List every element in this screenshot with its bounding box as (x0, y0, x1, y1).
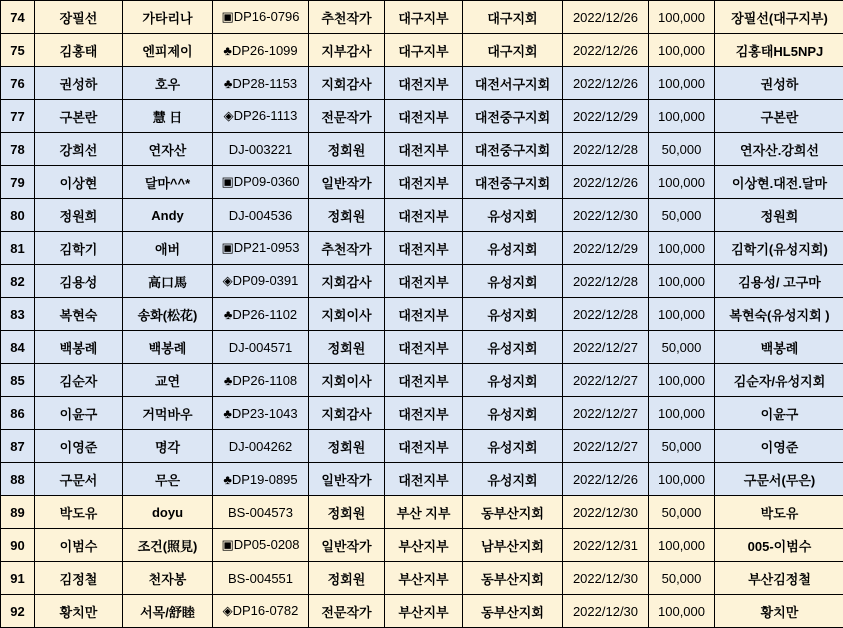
table-row[interactable] (1, 397, 843, 430)
cell-role[interactable]: 정회원 (309, 496, 385, 529)
cell-date[interactable]: 2022/12/27 (563, 430, 649, 463)
cell-branch[interactable]: 대전지부 (385, 166, 463, 199)
cell-code[interactable]: DJ-004262 (213, 430, 309, 463)
cell-role[interactable]: 정회원 (309, 331, 385, 364)
cell-name[interactable]: 김학기 (35, 232, 123, 265)
cell-date[interactable]: 2022/12/28 (563, 298, 649, 331)
cell-office[interactable]: 유성지회 (463, 199, 563, 232)
cell-branch[interactable]: 대구지부 (385, 1, 463, 34)
cell-code[interactable]: ♣DP23-1043 (213, 397, 309, 430)
cell-nickname[interactable]: 조건(照見) (123, 529, 213, 562)
cell-amount[interactable]: 50,000 (649, 331, 715, 364)
table-row[interactable] (1, 199, 843, 232)
cell-role[interactable]: 지회감사 (309, 397, 385, 430)
cell-code[interactable]: DJ-003221 (213, 133, 309, 166)
cell-date[interactable]: 2022/12/29 (563, 232, 649, 265)
cell-name[interactable]: 구본란 (35, 100, 123, 133)
cell-amount[interactable]: 100,000 (649, 100, 715, 133)
cell-role[interactable]: 지회이사 (309, 364, 385, 397)
table-row[interactable] (1, 166, 843, 199)
cell-memo[interactable]: 황치만 (715, 595, 843, 628)
cell-office[interactable]: 동부산지회 (463, 595, 563, 628)
cell-amount[interactable]: 100,000 (649, 1, 715, 34)
table-row[interactable] (1, 232, 843, 265)
cell-no[interactable]: 88 (1, 463, 35, 496)
cell-no[interactable]: 76 (1, 67, 35, 100)
cell-branch[interactable]: 부산 지부 (385, 496, 463, 529)
cell-code[interactable]: BS-004551 (213, 562, 309, 595)
table-row[interactable] (1, 430, 843, 463)
cell-memo[interactable]: 이상현.대전.달마 (715, 166, 843, 199)
cell-date[interactable]: 2022/12/26 (563, 463, 649, 496)
cell-date[interactable]: 2022/12/30 (563, 199, 649, 232)
table-body (1, 1, 843, 628)
cell-branch[interactable]: 대전지부 (385, 199, 463, 232)
cell-branch[interactable]: 대전지부 (385, 298, 463, 331)
cell-memo[interactable]: 권성하 (715, 67, 843, 100)
cell-name[interactable]: 정원희 (35, 199, 123, 232)
cell-memo[interactable]: 구본란 (715, 100, 843, 133)
cell-memo[interactable]: 정원희 (715, 199, 843, 232)
cell-code[interactable]: ♣DP26-1108 (213, 364, 309, 397)
cell-amount[interactable]: 50,000 (649, 430, 715, 463)
table-row[interactable] (1, 331, 843, 364)
cell-no[interactable]: 81 (1, 232, 35, 265)
cell-memo[interactable]: 김용성/ 고구마 (715, 265, 843, 298)
cell-name[interactable]: 김순자 (35, 364, 123, 397)
cell-name[interactable]: 이범수 (35, 529, 123, 562)
cell-name[interactable]: 이영준 (35, 430, 123, 463)
cell-office[interactable]: 대전서구지회 (463, 67, 563, 100)
cell-branch[interactable]: 대구지부 (385, 34, 463, 67)
cell-memo[interactable]: 연자산.강희선 (715, 133, 843, 166)
cell-branch[interactable]: 대전지부 (385, 100, 463, 133)
cell-amount[interactable]: 100,000 (649, 232, 715, 265)
table-row[interactable] (1, 100, 843, 133)
cell-nickname[interactable]: 명각 (123, 430, 213, 463)
cell-date[interactable]: 2022/12/30 (563, 595, 649, 628)
cell-nickname[interactable]: 호우 (123, 67, 213, 100)
cell-nickname[interactable]: doyu (123, 496, 213, 529)
cell-office[interactable]: 대구지회 (463, 1, 563, 34)
table-row[interactable] (1, 364, 843, 397)
cell-memo[interactable]: 김순자/유성지회 (715, 364, 843, 397)
cell-code[interactable]: ◈DP09-0391 (213, 265, 309, 298)
cell-no[interactable]: 86 (1, 397, 35, 430)
cell-nickname[interactable]: 달마^^* (123, 166, 213, 199)
cell-office[interactable]: 동부산지회 (463, 496, 563, 529)
cell-no[interactable]: 74 (1, 1, 35, 34)
cell-name[interactable]: 김용성 (35, 265, 123, 298)
cell-no[interactable]: 91 (1, 562, 35, 595)
cell-no[interactable]: 92 (1, 595, 35, 628)
cell-role[interactable]: 정회원 (309, 133, 385, 166)
cell-code[interactable]: ♣DP26-1102 (213, 298, 309, 331)
table-row[interactable] (1, 562, 843, 595)
cell-amount[interactable]: 50,000 (649, 496, 715, 529)
cell-nickname[interactable]: 거먹바우 (123, 397, 213, 430)
cell-role[interactable]: 일반작가 (309, 166, 385, 199)
cell-name[interactable]: 구문서 (35, 463, 123, 496)
cell-role[interactable]: 지회감사 (309, 265, 385, 298)
cell-no[interactable]: 84 (1, 331, 35, 364)
cell-no[interactable]: 79 (1, 166, 35, 199)
cell-name[interactable]: 장필선 (35, 1, 123, 34)
cell-name[interactable]: 이상현 (35, 166, 123, 199)
cell-nickname[interactable]: 백봉례 (123, 331, 213, 364)
cell-code[interactable]: ♣DP26-1099 (213, 34, 309, 67)
cell-name[interactable]: 황치만 (35, 595, 123, 628)
cell-date[interactable]: 2022/12/26 (563, 67, 649, 100)
cell-nickname[interactable]: 慧 日 (123, 100, 213, 133)
cell-no[interactable]: 82 (1, 265, 35, 298)
cell-memo[interactable]: 이영준 (715, 430, 843, 463)
cell-code[interactable]: DJ-004571 (213, 331, 309, 364)
cell-role[interactable]: 지회감사 (309, 67, 385, 100)
cell-office[interactable]: 유성지회 (463, 364, 563, 397)
cell-date[interactable]: 2022/12/27 (563, 364, 649, 397)
cell-role[interactable]: 정회원 (309, 562, 385, 595)
cell-memo[interactable]: 005-이범수 (715, 529, 843, 562)
cell-no[interactable]: 85 (1, 364, 35, 397)
cell-nickname[interactable]: 연자산 (123, 133, 213, 166)
cell-amount[interactable]: 100,000 (649, 397, 715, 430)
cell-code[interactable]: ▣DP16-0796 (213, 1, 309, 34)
cell-memo[interactable]: 부산김정철 (715, 562, 843, 595)
cell-date[interactable]: 2022/12/30 (563, 562, 649, 595)
table-row[interactable] (1, 529, 843, 562)
cell-no[interactable]: 78 (1, 133, 35, 166)
cell-date[interactable]: 2022/12/26 (563, 166, 649, 199)
cell-office[interactable]: 대전중구지회 (463, 133, 563, 166)
cell-memo[interactable]: 박도유 (715, 496, 843, 529)
cell-branch[interactable]: 대전지부 (385, 67, 463, 100)
cell-role[interactable]: 지부감사 (309, 34, 385, 67)
cell-date[interactable]: 2022/12/27 (563, 331, 649, 364)
table-row[interactable] (1, 595, 843, 628)
cell-role[interactable]: 정회원 (309, 430, 385, 463)
cell-office[interactable]: 유성지회 (463, 298, 563, 331)
cell-amount[interactable]: 50,000 (649, 199, 715, 232)
cell-office[interactable]: 유성지회 (463, 430, 563, 463)
cell-name[interactable]: 권성하 (35, 67, 123, 100)
cell-nickname[interactable]: 高口馬 (123, 265, 213, 298)
cell-no[interactable]: 77 (1, 100, 35, 133)
cell-name[interactable]: 이윤구 (35, 397, 123, 430)
cell-amount[interactable]: 100,000 (649, 595, 715, 628)
cell-office[interactable]: 유성지회 (463, 463, 563, 496)
cell-code[interactable]: ♣DP19-0895 (213, 463, 309, 496)
cell-branch[interactable]: 대전지부 (385, 133, 463, 166)
cell-name[interactable]: 백봉례 (35, 331, 123, 364)
cell-role[interactable]: 추천작가 (309, 1, 385, 34)
cell-name[interactable]: 박도유 (35, 496, 123, 529)
cell-role[interactable]: 정회원 (309, 199, 385, 232)
cell-branch[interactable]: 대전지부 (385, 364, 463, 397)
cell-memo[interactable]: 장필선(대구지부) (715, 1, 843, 34)
cell-name[interactable]: 김홍태 (35, 34, 123, 67)
cell-role[interactable]: 추천작가 (309, 232, 385, 265)
cell-amount[interactable]: 50,000 (649, 562, 715, 595)
cell-name[interactable]: 복현숙 (35, 298, 123, 331)
cell-amount[interactable]: 100,000 (649, 364, 715, 397)
cell-branch[interactable]: 부산지부 (385, 529, 463, 562)
cell-amount[interactable]: 100,000 (649, 34, 715, 67)
cell-office[interactable]: 대전중구지회 (463, 100, 563, 133)
cell-role[interactable]: 일반작가 (309, 529, 385, 562)
table-row[interactable] (1, 67, 843, 100)
table-row[interactable] (1, 34, 843, 67)
cell-nickname[interactable]: Andy (123, 199, 213, 232)
cell-role[interactable]: 지회이사 (309, 298, 385, 331)
cell-memo[interactable]: 백봉례 (715, 331, 843, 364)
cell-date[interactable]: 2022/12/30 (563, 496, 649, 529)
cell-amount[interactable]: 100,000 (649, 67, 715, 100)
table-row[interactable] (1, 265, 843, 298)
cell-code[interactable]: ◈DP16-0782 (213, 595, 309, 628)
cell-date[interactable]: 2022/12/29 (563, 100, 649, 133)
cell-office[interactable]: 남부산지회 (463, 529, 563, 562)
cell-code[interactable]: ▣DP21-0953 (213, 232, 309, 265)
cell-date[interactable]: 2022/12/31 (563, 529, 649, 562)
cell-amount[interactable]: 100,000 (649, 265, 715, 298)
table-row[interactable] (1, 1, 843, 34)
cell-code[interactable]: ▣DP09-0360 (213, 166, 309, 199)
cell-code[interactable]: ◈DP26-1113 (213, 100, 309, 133)
cell-memo[interactable]: 김홍태HL5NPJ (715, 34, 843, 67)
cell-branch[interactable]: 대전지부 (385, 232, 463, 265)
cell-nickname[interactable]: 무은 (123, 463, 213, 496)
cell-office[interactable]: 유성지회 (463, 397, 563, 430)
cell-no[interactable]: 89 (1, 496, 35, 529)
cell-amount[interactable]: 100,000 (649, 463, 715, 496)
cell-branch[interactable]: 대전지부 (385, 265, 463, 298)
cell-amount[interactable]: 100,000 (649, 298, 715, 331)
cell-date[interactable]: 2022/12/26 (563, 34, 649, 67)
cell-amount[interactable]: 100,000 (649, 529, 715, 562)
table-row[interactable] (1, 496, 843, 529)
table-row[interactable] (1, 463, 843, 496)
cell-branch[interactable]: 대전지부 (385, 463, 463, 496)
cell-date[interactable]: 2022/12/28 (563, 265, 649, 298)
cell-role[interactable]: 전문작가 (309, 100, 385, 133)
cell-memo[interactable]: 복현숙(유성지회 ) (715, 298, 843, 331)
cell-date[interactable]: 2022/12/28 (563, 133, 649, 166)
cell-office[interactable]: 유성지회 (463, 331, 563, 364)
cell-name[interactable]: 강희선 (35, 133, 123, 166)
cell-branch[interactable]: 대전지부 (385, 430, 463, 463)
cell-office[interactable]: 동부산지회 (463, 562, 563, 595)
cell-nickname[interactable]: 가타리나 (123, 1, 213, 34)
cell-no[interactable]: 90 (1, 529, 35, 562)
cell-branch[interactable]: 부산지부 (385, 562, 463, 595)
cell-no[interactable]: 75 (1, 34, 35, 67)
cell-office[interactable]: 유성지회 (463, 265, 563, 298)
cell-code[interactable]: ▣DP05-0208 (213, 529, 309, 562)
table-row[interactable] (1, 298, 843, 331)
cell-branch[interactable]: 대전지부 (385, 397, 463, 430)
cell-branch[interactable]: 대전지부 (385, 331, 463, 364)
cell-name[interactable]: 김정철 (35, 562, 123, 595)
cell-nickname[interactable]: 송화(松花) (123, 298, 213, 331)
cell-amount[interactable]: 50,000 (649, 133, 715, 166)
cell-nickname[interactable]: 엔피제이 (123, 34, 213, 67)
cell-no[interactable]: 87 (1, 430, 35, 463)
cell-code[interactable]: BS-004573 (213, 496, 309, 529)
cell-date[interactable]: 2022/12/26 (563, 1, 649, 34)
cell-no[interactable]: 80 (1, 199, 35, 232)
cell-branch[interactable]: 부산지부 (385, 595, 463, 628)
cell-role[interactable]: 전문작가 (309, 595, 385, 628)
cell-nickname[interactable]: 교연 (123, 364, 213, 397)
cell-memo[interactable]: 이윤구 (715, 397, 843, 430)
cell-amount[interactable]: 100,000 (649, 166, 715, 199)
cell-role[interactable]: 일반작가 (309, 463, 385, 496)
cell-memo[interactable]: 김학기(유성지회) (715, 232, 843, 265)
cell-memo[interactable]: 구문서(무은) (715, 463, 843, 496)
cell-date[interactable]: 2022/12/27 (563, 397, 649, 430)
cell-nickname[interactable]: 서목/舒睦 (123, 595, 213, 628)
cell-nickname[interactable]: 애버 (123, 232, 213, 265)
cell-nickname[interactable]: 천자봉 (123, 562, 213, 595)
cell-code[interactable]: ♣DP28-1153 (213, 67, 309, 100)
table-row[interactable] (1, 133, 843, 166)
cell-office[interactable]: 유성지회 (463, 232, 563, 265)
cell-office[interactable]: 대전중구지회 (463, 166, 563, 199)
cell-code[interactable]: DJ-004536 (213, 199, 309, 232)
cell-office[interactable]: 대구지회 (463, 34, 563, 67)
cell-no[interactable]: 83 (1, 298, 35, 331)
